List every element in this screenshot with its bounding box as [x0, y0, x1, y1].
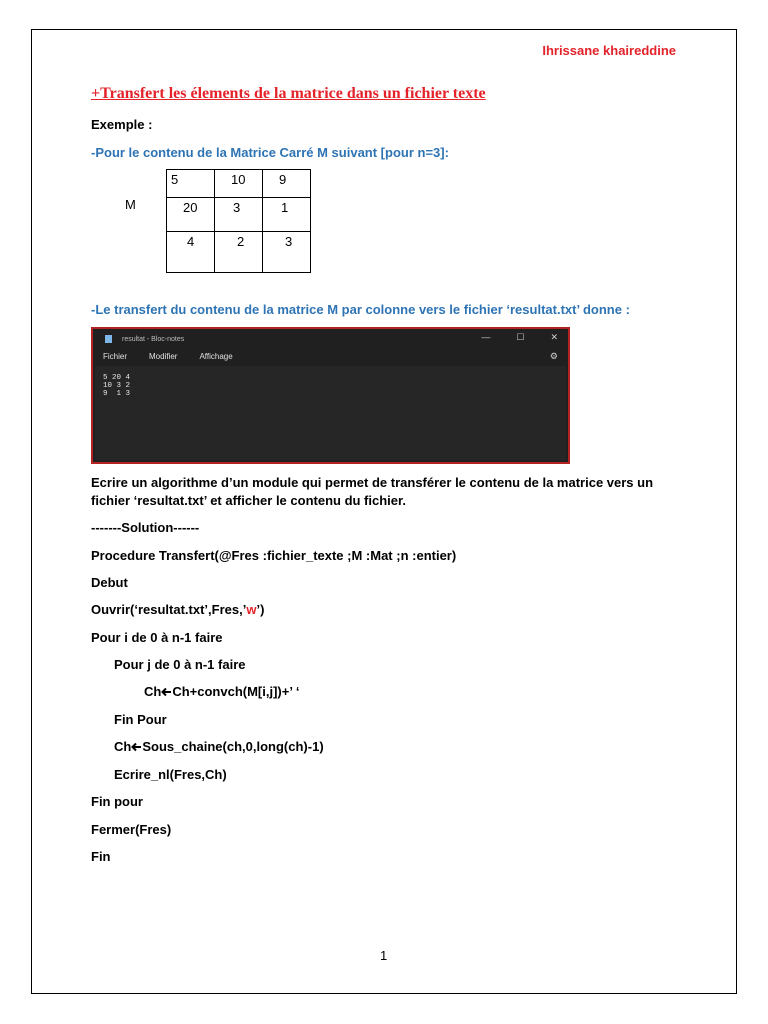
- notepad-line: 5 20 4: [103, 374, 131, 382]
- code-line-ch-concat: [144, 684, 299, 699]
- code-line-ch-substring: [114, 739, 324, 754]
- code-line-ecrire: Ecrire_nl(Fres,Ch): [114, 767, 227, 782]
- minimize-icon[interactable]: —: [481, 332, 491, 342]
- code-ch-expr: Sous_chaine(ch,0,long(ch)-1): [142, 739, 324, 754]
- notepad-icon: [105, 335, 112, 343]
- code-line-ouvrir: [91, 602, 264, 617]
- gear-icon[interactable]: ⚙: [549, 351, 558, 361]
- notepad-content: [103, 374, 130, 398]
- code-line-fermer: Fermer(Fres): [91, 822, 172, 837]
- notepad-line: 10 3 2: [103, 382, 131, 390]
- matrix-cell: 2: [215, 232, 263, 273]
- notepad-line: 9 1 3: [103, 390, 131, 398]
- matrix-cell: 20: [167, 198, 215, 232]
- matrix-cell: 9: [263, 170, 311, 198]
- notepad-window: [91, 327, 570, 464]
- page-title: +Transfert les élements de la matrice dans un fichier texte: [91, 85, 486, 102]
- close-icon[interactable]: ✕: [550, 332, 558, 342]
- menu-item-modifier[interactable]: Modifier: [149, 352, 178, 361]
- page-number: 1: [380, 948, 388, 963]
- menu-item-affichage[interactable]: Affichage: [199, 352, 233, 361]
- page-frame: [31, 29, 737, 994]
- notepad-titlebar: [105, 335, 184, 343]
- arrow-left-icon: [131, 742, 142, 752]
- notepad-menu: [103, 352, 233, 361]
- matrix-cell: 3: [263, 232, 311, 273]
- task-text: Ecrire un algorithme d’un module qui permet de transférer le contenu de la matrice vers un fichier ‘resultat.txt’ et afficher le contenu du fichier.: [91, 475, 654, 508]
- maximize-icon[interactable]: ☐: [516, 332, 525, 342]
- author-name: Ihrissane khaireddine: [542, 43, 676, 58]
- arrow-left-icon: [161, 687, 172, 697]
- matrix-table: [166, 169, 311, 273]
- matrix-cell: 4: [167, 232, 215, 273]
- notepad-editor[interactable]: [95, 366, 566, 460]
- code-line-procedure: Procedure Transfert(@Fres :fichier_texte ;M :Mat ;n :entier): [91, 548, 457, 563]
- window-controls: [481, 332, 558, 343]
- table-row: [167, 198, 311, 232]
- matrix-cell: 10: [215, 170, 263, 198]
- code-line-fin-pour: Fin pour: [91, 794, 143, 809]
- code-ouvrir-suffix: ’): [256, 602, 265, 617]
- matrix-label: M: [125, 197, 136, 212]
- menu-item-fichier[interactable]: Fichier: [103, 352, 128, 361]
- code-line-pour-j: Pour j de 0 à n-1 faire: [114, 657, 246, 672]
- matrix-cell: 3: [215, 198, 263, 232]
- code-ch-var: Ch: [114, 739, 132, 754]
- intro-text: -Pour le contenu de la Matrice Carré M suivant [pour n=3]:: [91, 145, 449, 160]
- table-row: [167, 170, 311, 198]
- table-row: [167, 232, 311, 273]
- matrix-cell: 1: [263, 198, 311, 232]
- code-line-pour-i: Pour i de 0 à n-1 faire: [91, 630, 223, 645]
- code-ch-var: Ch: [144, 684, 162, 699]
- transfer-text: -Le transfert du contenu de la matrice M par colonne vers le fichier ‘resultat.txt’ donne :: [91, 302, 630, 317]
- code-ouvrir-mode: w: [246, 602, 257, 617]
- code-ch-expr: Ch+convch(M[i,j])+’ ‘: [172, 684, 300, 699]
- code-line-fin: Fin: [91, 849, 111, 864]
- code-line-fin-pour-inner: Fin Pour: [114, 712, 167, 727]
- solution-header: -------Solution------: [91, 520, 200, 535]
- matrix-cell: 5: [167, 170, 215, 198]
- notepad-title: resultat - Bloc-notes: [122, 335, 185, 343]
- code-ouvrir-prefix: Ouvrir(‘resultat.txt’,Fres,’: [91, 602, 247, 617]
- example-label: Exemple :: [91, 117, 153, 132]
- code-line-debut: Debut: [91, 575, 128, 590]
